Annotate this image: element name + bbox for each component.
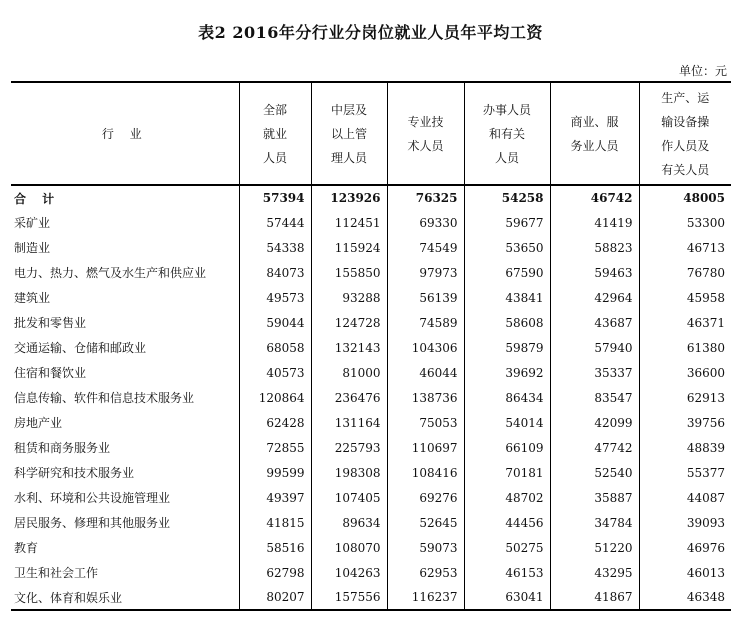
unit-label: 单位：元 [678,64,727,78]
wage-value-cell: 47742 [550,435,639,460]
wage-value-cell: 59879 [464,335,550,360]
table-row [11,535,731,560]
wage-value-cell: 48005 [639,185,731,210]
header-line: 术人员 [407,138,444,153]
wage-value-cell: 81000 [311,360,387,385]
table-row [11,285,731,310]
table-row [11,335,731,360]
wage-value-cell: 39093 [639,510,731,535]
header-production-transport [639,82,731,185]
wage-value-cell: 36600 [639,360,731,385]
wage-value-cell: 80207 [239,585,311,610]
wage-value-cell: 50275 [464,535,550,560]
wage-value-cell: 74589 [387,310,464,335]
industry-name-cell: 采矿业 [14,216,51,230]
wage-value-cell: 84073 [239,260,311,285]
wage-value-cell: 46713 [639,235,731,260]
header-line: 人员 [262,150,287,165]
header-line: 中层及 [330,102,367,117]
table-title: 表2 2016年分行业分岗位就业人员年平均工资 [198,23,543,42]
table-row [11,510,731,535]
wage-value-cell: 52540 [550,460,639,485]
table-row [11,260,731,285]
wage-value-cell: 54014 [464,410,550,435]
header-commerce-service [550,82,639,185]
header-line: 生产、运 [661,90,710,105]
wage-value-cell: 58823 [550,235,639,260]
wage-value-cell: 59044 [239,310,311,335]
table-row [11,410,731,435]
wage-value-cell: 57444 [239,210,311,235]
wage-value-cell: 157556 [311,585,387,610]
wage-value-cell: 35337 [550,360,639,385]
wage-value-cell: 138736 [387,385,464,410]
wage-value-cell: 115924 [311,235,387,260]
wage-value-cell: 48702 [464,485,550,510]
industry-name-cell: 批发和零售业 [14,316,87,330]
wage-value-cell: 59463 [550,260,639,285]
header-line: 作人员及 [661,138,710,153]
wage-value-cell: 68058 [239,335,311,360]
table-row [11,235,731,260]
wage-value-cell: 46044 [387,360,464,385]
header-line: 以上管 [330,126,367,141]
wage-value-cell: 46371 [639,310,731,335]
wage-value-cell: 69276 [387,485,464,510]
wage-value-cell: 57394 [239,185,311,210]
industry-name-cell: 文化、体育和娱乐业 [11,585,239,610]
wage-value-cell: 108416 [387,460,464,485]
header-all-employed [239,82,311,185]
table-row [11,435,731,460]
wage-value-cell: 62798 [239,560,311,585]
industry-name-cell: 教育 [14,541,39,555]
industry-name-cell: 住宿和餐饮业 [14,366,87,380]
wage-value-cell: 198308 [311,460,387,485]
header-line: 务业人员 [570,138,619,153]
wage-value-cell: 67590 [464,260,550,285]
wage-value-cell: 46976 [639,535,731,560]
wage-value-cell: 123926 [311,185,387,210]
header-line: 和有关 [488,126,525,141]
wage-value-cell: 53650 [464,235,550,260]
wage-value-cell: 49573 [239,285,311,310]
wage-value-cell: 131164 [311,410,387,435]
industry-name-cell: 建筑业 [14,291,51,305]
wage-value-cell: 61380 [639,335,731,360]
wage-value-cell: 59677 [464,210,550,235]
wage-value-cell: 41419 [550,210,639,235]
wage-value-cell: 124728 [311,310,387,335]
wage-value-cell: 89634 [311,510,387,535]
wage-value-cell: 55377 [639,460,731,485]
wage-value-cell: 54338 [239,235,311,260]
table-row [11,560,731,585]
wage-value-cell: 46153 [464,560,550,585]
wage-value-cell: 45958 [639,285,731,310]
wage-value-cell: 108070 [311,535,387,560]
industry-name-cell: 卫生和社会工作 [14,566,99,580]
wage-value-cell: 42964 [550,285,639,310]
header-line: 就业 [262,126,287,141]
wage-value-cell: 39756 [639,410,731,435]
wage-value-cell: 48839 [639,435,731,460]
wage-value-cell: 41867 [550,585,639,610]
table-row [11,360,731,385]
wage-value-cell: 62428 [239,410,311,435]
table-row [11,210,731,235]
industry-name-cell: 合 计 [14,191,61,206]
wage-value-cell: 107405 [311,485,387,510]
industry-name-cell: 交通运输、仓储和邮政业 [14,341,147,355]
header-line: 理人员 [330,150,367,165]
wage-value-cell: 35887 [550,485,639,510]
wage-value-cell: 132143 [311,335,387,360]
wage-value-cell: 63041 [464,585,550,610]
wage-value-cell: 104263 [311,560,387,585]
table-row [11,385,731,410]
wage-value-cell: 46013 [639,560,731,585]
wage-value-cell: 51220 [550,535,639,560]
wage-value-cell: 120864 [239,385,311,410]
industry-name-cell: 租赁和商务服务业 [14,441,111,455]
industry-name-cell: 电力、热力、燃气及水生产和供应业 [14,266,207,280]
wage-value-cell: 112451 [311,210,387,235]
wage-value-cell: 46742 [550,185,639,210]
wage-value-cell: 69330 [387,210,464,235]
wage-value-cell: 58516 [239,535,311,560]
wage-value-cell: 76780 [639,260,731,285]
header-line: 商业、服 [570,114,619,129]
wage-value-cell: 44087 [639,485,731,510]
wage-value-cell: 116237 [387,585,464,610]
header-line: 人员 [494,150,519,165]
wage-value-cell: 66109 [464,435,550,460]
wage-value-cell: 42099 [550,410,639,435]
wage-table [11,81,731,611]
table-row [11,460,731,485]
table-row [11,310,731,335]
industry-name-cell: 制造业 [14,241,51,255]
wage-value-cell: 62953 [387,560,464,585]
table-body [11,185,731,610]
wage-value-cell: 236476 [311,385,387,410]
wage-value-cell: 52645 [387,510,464,535]
wage-value-cell: 39692 [464,360,550,385]
wage-value-cell: 97973 [387,260,464,285]
wage-value-cell: 58608 [464,310,550,335]
industry-name-cell: 信息传输、软件和信息技术服务业 [14,391,195,405]
wage-value-cell: 83547 [550,385,639,410]
wage-value-cell: 104306 [387,335,464,360]
industry-name-cell: 水利、环境和公共设施管理业 [14,491,171,505]
wage-value-cell: 43841 [464,285,550,310]
wage-value-cell: 74549 [387,235,464,260]
wage-value-cell: 62913 [639,385,731,410]
header-line: 行 业 [101,126,148,141]
header-middle-management [311,82,387,185]
wage-value-cell: 57940 [550,335,639,360]
wage-value-cell: 70181 [464,460,550,485]
industry-name-cell: 科学研究和技术服务业 [14,466,135,480]
wage-value-cell: 34784 [550,510,639,535]
header-line: 办事人员 [482,102,531,117]
industry-name-cell: 房地产业 [14,416,63,430]
header-line: 专业技 [407,114,444,129]
wage-value-cell: 46348 [639,585,731,610]
wage-value-cell: 76325 [387,185,464,210]
header-line: 有关人员 [661,162,710,177]
header-clerical [464,82,550,185]
wage-value-cell: 110697 [387,435,464,460]
header-line: 输设备操 [661,114,710,129]
wage-value-cell: 72855 [239,435,311,460]
wage-value-cell: 41815 [239,510,311,535]
wage-value-cell: 56139 [387,285,464,310]
industry-name-cell: 居民服务、修理和其他服务业 [14,516,171,530]
wage-value-cell: 155850 [311,260,387,285]
header-professional-technical [387,82,464,185]
wage-value-cell: 225793 [311,435,387,460]
wage-value-cell: 44456 [464,510,550,535]
wage-value-cell: 53300 [639,210,731,235]
wage-value-cell: 86434 [464,385,550,410]
header-line: 全部 [262,102,287,117]
wage-value-cell: 59073 [387,535,464,560]
header-industry [11,82,239,185]
wage-value-cell: 75053 [387,410,464,435]
wage-value-cell: 43295 [550,560,639,585]
total-row [11,185,731,210]
header-row [11,82,731,185]
wage-value-cell: 40573 [239,360,311,385]
wage-value-cell: 49397 [239,485,311,510]
wage-value-cell: 93288 [311,285,387,310]
wage-value-cell: 99599 [239,460,311,485]
table-row [11,585,731,610]
table-row [11,485,731,510]
wage-value-cell: 54258 [464,185,550,210]
wage-value-cell: 43687 [550,310,639,335]
